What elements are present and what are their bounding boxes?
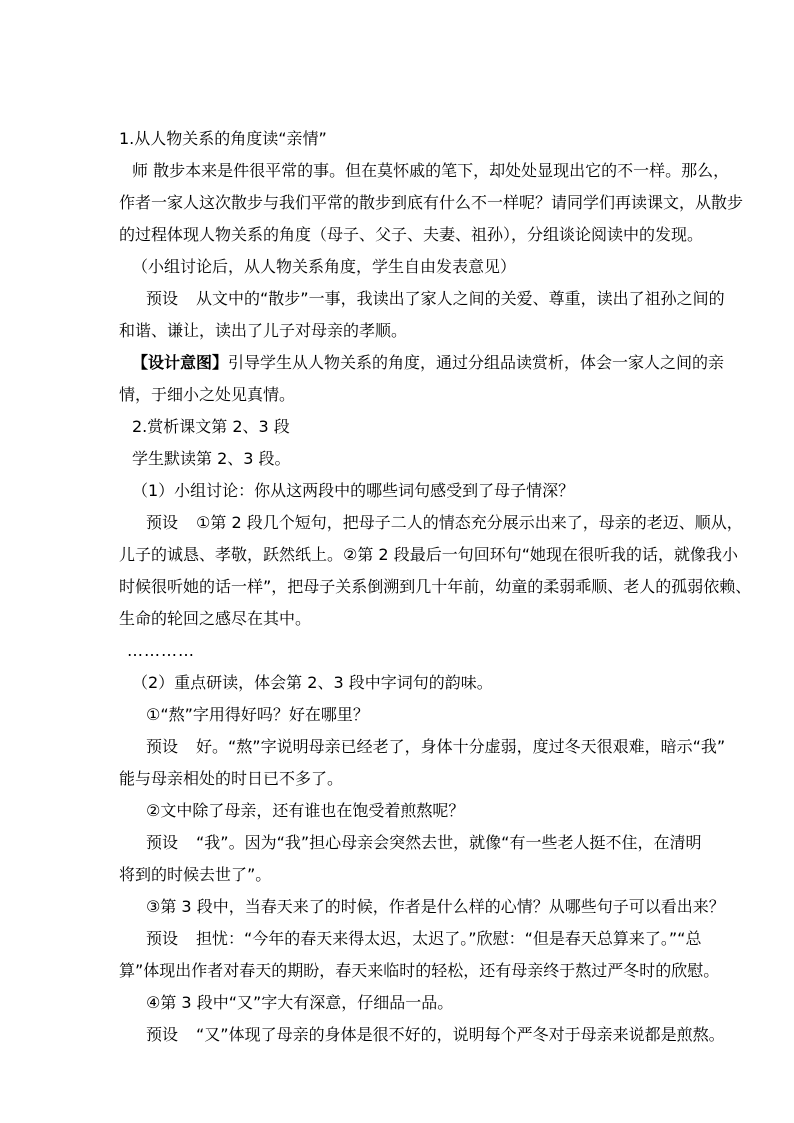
teacher-line-1: 师 散步本来是件很平常的事。但在莫怀戚的笔下，却处处显现出它的不一样。那么， <box>132 161 730 180</box>
preset-text: “又”体现了母亲的身体是很不好的，说明每个严冬对于母亲来说都是煎熬。 <box>196 1025 725 1044</box>
sub-question-3: ③第 3 段中，当春天来了的时候，作者是什么样的心情？从哪些句子可以看出来？ <box>146 897 725 916</box>
ellipsis: ………… <box>127 641 195 660</box>
design-intent-paragraph <box>119 347 725 379</box>
preset-text: “我”。因为“我”担心母亲会突然去世，就像“有一些老人挺不住，在清明 <box>196 833 702 852</box>
preset-label: 预设 <box>146 513 179 532</box>
discussion-note: （小组讨论后，从人物关系角度，学生自由发表意见） <box>132 257 517 276</box>
question-2: （2）重点研读，体会第 2、3 段中字词句的韵味。 <box>132 673 493 692</box>
sub-answer-2-line-2: 将到的时候去世了”。 <box>119 865 272 884</box>
teacher-line-2: 作者一家人这次散步与我们平常的散步到底有什么不一样呢？请同学们再读课文，从散步 <box>119 193 744 212</box>
preset-label: 预设 <box>146 1025 179 1044</box>
sub-answer-3 <box>119 923 719 955</box>
document-page <box>119 123 752 1051</box>
preset-label: 预设 <box>146 737 179 756</box>
question-1: （1）小组讨论：你从这两段中的哪些词句感受到了母子情深？ <box>132 481 575 500</box>
preset-text: 从文中的“散步”一事，我读出了家人之间的关爱、尊重，读出了祖孙之间的 <box>196 289 725 308</box>
sub-answer-1 <box>119 731 726 763</box>
preset-2-line-4: 生命的轮回之感尽在其中。 <box>119 609 312 628</box>
preset-label: 预设 <box>146 929 179 948</box>
preset-text: 担忧：“今年的春天来得太迟，太迟了。”欣慰：“但是春天总算来了。”“总 <box>196 929 702 948</box>
preset-line-2: 和谐、谦让，读出了儿子对母亲的孝顺。 <box>119 321 408 340</box>
preset-text: 好。“熬”字说明母亲已经老了，身体十分虚弱，度过冬天很艰难，暗示“我” <box>196 737 726 756</box>
silent-reading: 学生默读第 2、3 段。 <box>132 449 291 468</box>
sub-question-1: ①“熬”字用得好吗？好在哪里？ <box>146 705 369 724</box>
preset-text: ①第 2 段几个短句，把母子二人的情态充分展示出来了，母亲的老迈、顺从， <box>196 513 743 532</box>
design-intent-label: 【设计意图】 <box>132 353 229 372</box>
preset-paragraph-2 <box>119 507 743 539</box>
preset-label: 预设 <box>146 289 179 308</box>
preset-2-line-3: 时候很听她的话一样”，把母子关系倒溯到几十年前，幼童的柔弱乖顺、老人的孤弱依赖、 <box>119 577 752 596</box>
sub-answer-2 <box>119 827 719 859</box>
sub-answer-3-line-2: 算”体现出作者对春天的期盼，春天来临时的轻松，还有母亲终于熬过严冬时的欣慰。 <box>119 961 720 980</box>
sub-answer-1-line-2: 能与母亲相处的时日已不多了。 <box>119 769 344 788</box>
sub-question-2: ②文中除了母亲，还有谁也在饱受着煎熬呢？ <box>146 801 465 820</box>
design-intent-text: 引导学生从人物关系的角度，通过分组品读赏析，体会一家人之间的亲 <box>228 353 725 372</box>
preset-2-line-2: 儿子的诚恳、孝敬，跃然纸上。②第 2 段最后一句回环句“她现在很听我的话，就像我小 <box>119 545 738 564</box>
preset-label: 预设 <box>146 833 179 852</box>
sub-answer-4 <box>119 1019 725 1051</box>
section1-heading: 1.从人物关系的角度读“亲情” <box>119 129 327 148</box>
section2-heading: 2.赏析课文第 2、3 段 <box>132 417 290 436</box>
preset-paragraph-1 <box>119 283 725 315</box>
sub-question-4: ④第 3 段中“又”字大有深意，仔细品一品。 <box>146 993 454 1012</box>
teacher-line-3: 的过程体现人物关系的角度（母子、父子、夫妻、祖孙），分组谈论阅读中的发现。 <box>119 225 704 244</box>
design-intent-line-2: 情，于细小之处见真情。 <box>119 385 296 404</box>
